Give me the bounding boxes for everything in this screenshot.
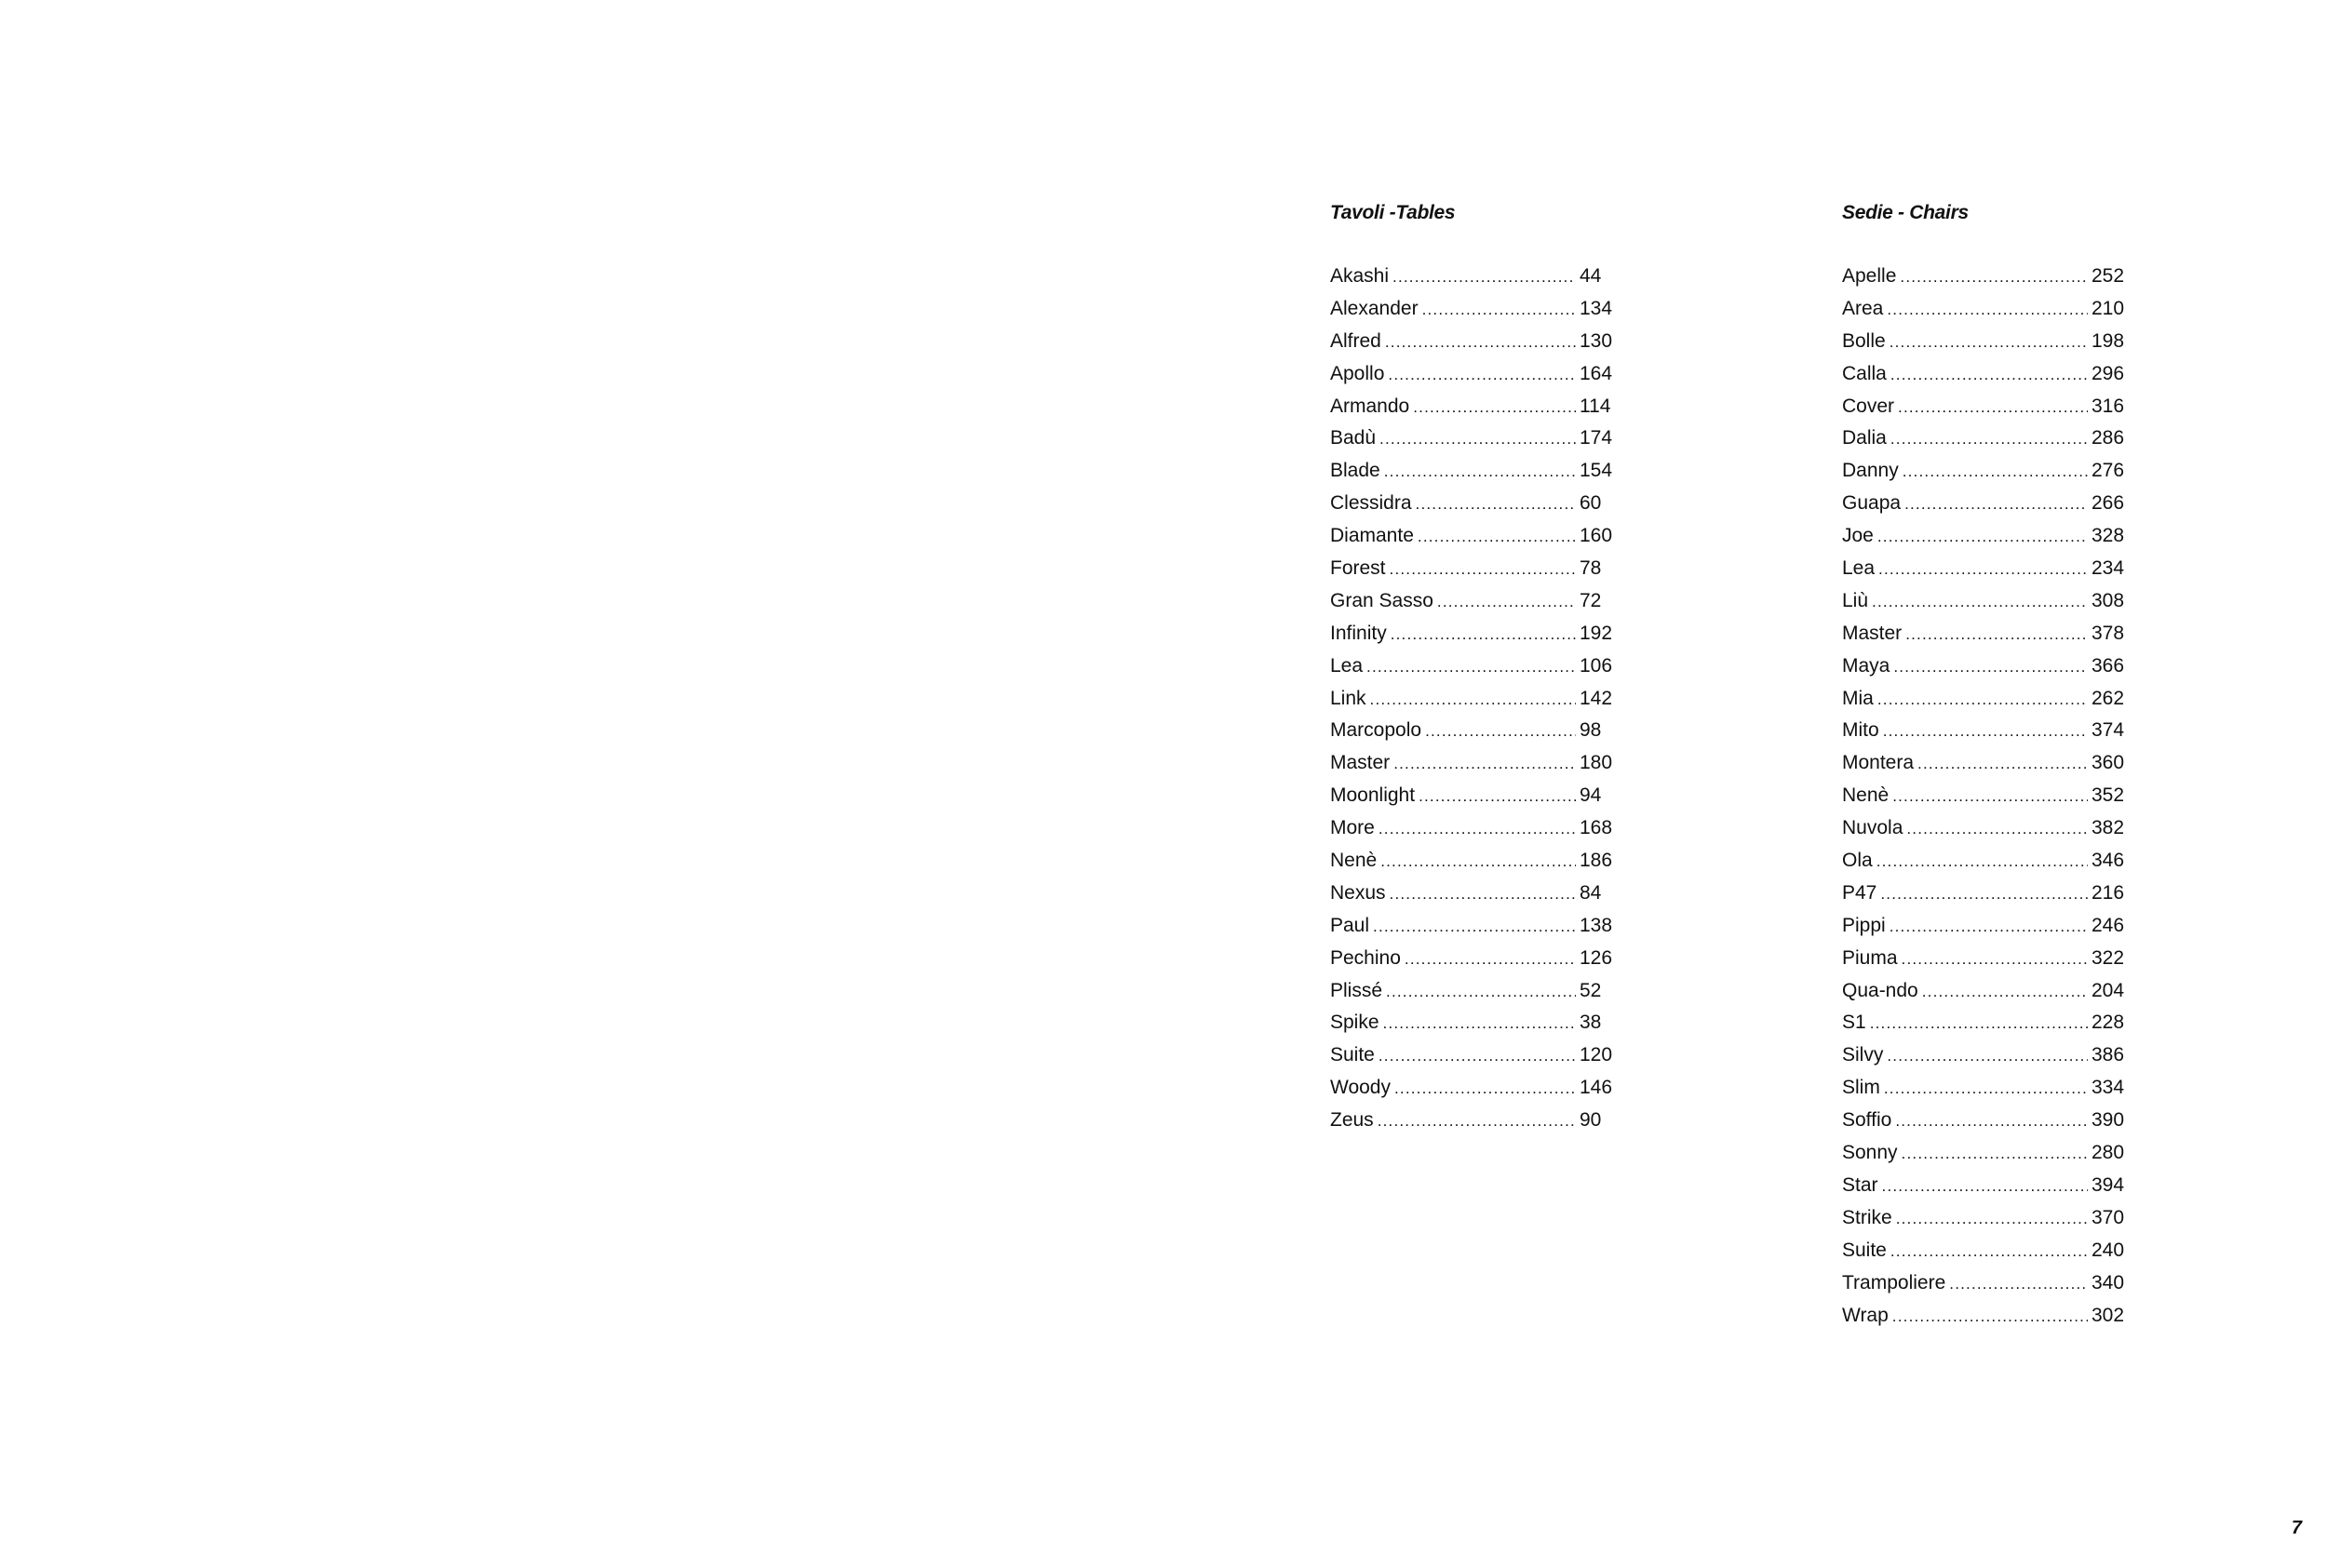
- index-entry: [1842, 455, 2131, 488]
- dot-leader: [1405, 944, 1576, 976]
- chairs-index-column: [1842, 197, 2131, 1332]
- entry-name: Maya: [1842, 654, 1890, 677]
- dot-leader: [1892, 781, 2088, 813]
- dot-leader: [1890, 423, 2088, 456]
- entry-name: Star: [1842, 1173, 1878, 1196]
- entry-name: Lea: [1842, 557, 1876, 580]
- index-entry: [1842, 326, 2131, 358]
- dot-leader: [1905, 619, 2088, 651]
- dot-leader: [1386, 976, 1576, 1009]
- index-entry: [1330, 293, 1619, 326]
- index-entry: [1842, 1267, 2131, 1300]
- index-entry: [1842, 683, 2131, 716]
- index-entry: [1330, 812, 1619, 845]
- dot-leader: [1416, 489, 1576, 521]
- index-entry: [1842, 975, 2131, 1008]
- index-entry: [1842, 1300, 2131, 1333]
- index-entry: [1330, 553, 1619, 585]
- entry-page-number: 216: [2092, 881, 2125, 904]
- entry-name: Alexander: [1330, 297, 1419, 319]
- entry-page-number: 154: [1580, 460, 1613, 482]
- entry-name: Forest: [1330, 557, 1386, 580]
- dot-leader: [1900, 261, 2088, 294]
- dot-leader: [1884, 1073, 2088, 1106]
- entry-page-number: 98: [1580, 719, 1602, 742]
- index-entry: [1842, 1202, 2131, 1235]
- index-entry: [1330, 1105, 1619, 1137]
- entry-page-number: 210: [2092, 297, 2125, 319]
- index-entry: [1842, 1137, 2131, 1170]
- index-entry: [1330, 780, 1619, 812]
- entry-page-number: 44: [1580, 265, 1602, 287]
- entry-page-number: 302: [2092, 1304, 2125, 1326]
- dot-leader: [1437, 586, 1576, 619]
- entry-name: Armando: [1330, 395, 1410, 417]
- entry-name: Apollo: [1330, 362, 1385, 384]
- entry-name: Ola: [1842, 850, 1873, 872]
- tables-list: [1330, 261, 1619, 1137]
- entry-name: Strike: [1842, 1206, 1892, 1228]
- dot-leader: [1893, 651, 2088, 684]
- entry-name: Silvy: [1842, 1044, 1884, 1066]
- index-entry: [1330, 1007, 1619, 1039]
- entry-page-number: 106: [1580, 654, 1613, 677]
- entry-page-number: 198: [2092, 329, 2125, 352]
- entry-page-number: 346: [2092, 850, 2125, 872]
- entry-page-number: 228: [2092, 1012, 2125, 1034]
- entry-page-number: 262: [2092, 687, 2125, 709]
- entry-name: Cover: [1842, 395, 1895, 417]
- dot-leader: [1906, 813, 2088, 846]
- entry-name: Plissé: [1330, 979, 1383, 1001]
- entry-page-number: 126: [1580, 946, 1613, 969]
- index-entry: [1842, 1039, 2131, 1072]
- index-entry: [1330, 683, 1619, 716]
- dot-leader: [1898, 392, 2088, 424]
- entry-page-number: 280: [2092, 1142, 2125, 1164]
- dot-leader: [1877, 521, 2088, 554]
- entry-page-number: 164: [1580, 362, 1613, 384]
- index-entry: [1842, 261, 2131, 293]
- index-entry: [1842, 715, 2131, 747]
- entry-name: Master: [1842, 622, 1903, 644]
- entry-page-number: 240: [2092, 1239, 2125, 1261]
- entry-page-number: 286: [2092, 427, 2125, 449]
- entry-name: P47: [1842, 881, 1877, 904]
- entry-name: Infinity: [1330, 622, 1387, 644]
- entry-page-number: 138: [1580, 914, 1613, 936]
- entry-name: Diamante: [1330, 525, 1414, 547]
- index-entry: [1330, 422, 1619, 455]
- dot-leader: [1390, 878, 1576, 911]
- entry-page-number: 130: [1580, 329, 1613, 352]
- entry-name: Bolle: [1842, 329, 1886, 352]
- dot-leader: [1902, 944, 2088, 976]
- entry-name: Paul: [1330, 914, 1370, 936]
- index-entry: [1842, 488, 2131, 520]
- entry-name: Trampoliere: [1842, 1271, 1946, 1293]
- index-entry: [1842, 780, 2131, 812]
- entry-page-number: 84: [1580, 881, 1602, 904]
- dot-leader: [1890, 911, 2088, 944]
- index-entry: [1842, 293, 2131, 326]
- entry-name: Piuma: [1842, 946, 1898, 969]
- dot-leader: [1877, 684, 2088, 717]
- entry-page-number: 142: [1580, 687, 1613, 709]
- dot-leader: [1379, 813, 1576, 846]
- dot-leader: [1949, 1268, 2088, 1301]
- entry-page-number: 374: [2092, 719, 2125, 742]
- dot-leader: [1883, 716, 2088, 748]
- index-entry: [1842, 1105, 2131, 1137]
- index-entry: [1842, 1007, 2131, 1039]
- entry-name: Liù: [1842, 589, 1869, 611]
- entry-name: Alfred: [1330, 329, 1381, 352]
- index-entry: [1842, 910, 2131, 943]
- dot-leader: [1390, 554, 1576, 586]
- entry-name: Sonny: [1842, 1142, 1898, 1164]
- entry-name: Mia: [1842, 687, 1874, 709]
- dot-leader: [1393, 748, 1576, 781]
- entry-name: Nuvola: [1842, 817, 1903, 839]
- entry-page-number: 38: [1580, 1012, 1602, 1034]
- entry-page-number: 160: [1580, 525, 1613, 547]
- entry-name: Moonlight: [1330, 784, 1416, 807]
- dot-leader: [1904, 489, 2088, 521]
- index-entry: [1330, 845, 1619, 878]
- dot-leader: [1413, 392, 1576, 424]
- dot-leader: [1425, 716, 1576, 748]
- index-entry: [1330, 618, 1619, 650]
- entry-page-number: 340: [2092, 1271, 2125, 1293]
- index-entry: [1330, 1039, 1619, 1072]
- dot-leader: [1895, 1106, 2088, 1138]
- entry-page-number: 134: [1580, 297, 1613, 319]
- entry-page-number: 78: [1580, 557, 1602, 580]
- entry-page-number: 276: [2092, 460, 2125, 482]
- dot-leader: [1366, 651, 1576, 684]
- entry-name: Montera: [1842, 752, 1915, 774]
- index-entry: [1330, 488, 1619, 520]
- index-entry: [1330, 747, 1619, 780]
- entry-name: Suite: [1842, 1239, 1887, 1261]
- index-entry: [1842, 585, 2131, 618]
- index-entry: [1330, 650, 1619, 683]
- dot-leader: [1370, 684, 1576, 717]
- dot-leader: [1876, 846, 2088, 878]
- dot-leader: [1418, 521, 1576, 554]
- entry-name: Clessidra: [1330, 492, 1412, 515]
- entry-name: Suite: [1330, 1044, 1375, 1066]
- entry-page-number: 386: [2092, 1044, 2125, 1066]
- index-entry: [1842, 943, 2131, 975]
- index-entry: [1842, 422, 2131, 455]
- dot-leader: [1380, 846, 1576, 878]
- entry-name: Nenè: [1330, 850, 1378, 872]
- index-entry: [1842, 520, 2131, 553]
- entry-name: Area: [1842, 297, 1884, 319]
- entry-page-number: 252: [2092, 265, 2125, 287]
- entry-name: Nexus: [1330, 881, 1386, 904]
- dot-leader: [1378, 1106, 1576, 1138]
- entry-page-number: 52: [1580, 979, 1602, 1001]
- dot-leader: [1419, 781, 1576, 813]
- entry-name: S1: [1842, 1012, 1866, 1034]
- dot-leader: [1392, 261, 1576, 294]
- entry-page-number: 266: [2092, 492, 2125, 515]
- entry-page-number: 94: [1580, 784, 1602, 807]
- entry-page-number: 378: [2092, 622, 2125, 644]
- entry-page-number: 246: [2092, 914, 2125, 936]
- entry-name: Zeus: [1330, 1109, 1374, 1132]
- entry-page-number: 114: [1580, 395, 1611, 417]
- entry-page-number: 366: [2092, 654, 2125, 677]
- entry-name: Woody: [1330, 1077, 1391, 1099]
- index-entry: [1330, 585, 1619, 618]
- entry-page-number: 168: [1580, 817, 1613, 839]
- entry-name: Gran Sasso: [1330, 589, 1433, 611]
- entry-name: Link: [1330, 687, 1366, 709]
- entry-name: Mito: [1842, 719, 1879, 742]
- dot-leader: [1880, 878, 2088, 911]
- dot-leader: [1388, 359, 1576, 392]
- page-number: 7: [2291, 1518, 2302, 1538]
- entry-page-number: 352: [2092, 784, 2125, 807]
- index-entry: [1842, 812, 2131, 845]
- dot-leader: [1379, 423, 1576, 456]
- entry-page-number: 186: [1580, 850, 1613, 872]
- entry-page-number: 204: [2092, 979, 2125, 1001]
- index-entry: [1330, 326, 1619, 358]
- dot-leader: [1379, 1040, 1576, 1073]
- index-entry: [1842, 878, 2131, 910]
- index-entry: [1842, 650, 2131, 683]
- entry-page-number: 120: [1580, 1044, 1613, 1066]
- entry-name: Pippi: [1842, 914, 1886, 936]
- entry-name: Nenè: [1842, 784, 1890, 807]
- entry-page-number: 90: [1580, 1109, 1602, 1132]
- entry-name: Danny: [1842, 460, 1899, 482]
- tables-index-column: [1330, 197, 1619, 1137]
- index-entry: [1842, 618, 2131, 650]
- index-entry: [1842, 358, 2131, 391]
- tables-heading: Tavoli -Tables: [1330, 202, 1456, 223]
- entry-page-number: 180: [1580, 752, 1613, 774]
- index-entry: [1842, 1235, 2131, 1267]
- index-entry: [1330, 261, 1619, 293]
- entry-name: Marcopolo: [1330, 719, 1422, 742]
- entry-name: Joe: [1842, 525, 1874, 547]
- index-entry: [1842, 553, 2131, 585]
- entry-page-number: 394: [2092, 1173, 2125, 1196]
- index-entry: [1330, 878, 1619, 910]
- dot-leader: [1878, 554, 2088, 586]
- entry-page-number: 370: [2092, 1206, 2125, 1228]
- entry-name: More: [1330, 817, 1375, 839]
- entry-name: Qua-ndo: [1842, 979, 1918, 1001]
- dot-leader: [1385, 327, 1576, 359]
- entry-name: Pechino: [1330, 946, 1401, 969]
- dot-leader: [1394, 1073, 1576, 1106]
- dot-leader: [1890, 1236, 2088, 1268]
- entry-name: Calla: [1842, 362, 1887, 384]
- index-entry: [1330, 975, 1619, 1008]
- dot-leader: [1890, 359, 2088, 392]
- dot-leader: [1887, 294, 2088, 327]
- entry-name: Spike: [1330, 1012, 1379, 1034]
- index-entry: [1330, 1072, 1619, 1105]
- index-entry: [1330, 943, 1619, 975]
- dot-leader: [1902, 1138, 2088, 1171]
- index-entry: [1842, 1170, 2131, 1202]
- entry-name: Master: [1330, 752, 1391, 774]
- entry-page-number: 390: [2092, 1109, 2125, 1132]
- dot-leader: [1890, 327, 2088, 359]
- index-entry: [1330, 358, 1619, 391]
- index-entry: [1330, 391, 1619, 423]
- entry-name: Akashi: [1330, 265, 1390, 287]
- dot-leader: [1373, 911, 1576, 944]
- entry-page-number: 328: [2092, 525, 2125, 547]
- index-entry: [1842, 1072, 2131, 1105]
- entry-name: Slim: [1842, 1077, 1880, 1099]
- entry-name: Blade: [1330, 460, 1380, 482]
- entry-page-number: 308: [2092, 589, 2125, 611]
- entry-page-number: 360: [2092, 752, 2125, 774]
- entry-page-number: 322: [2092, 946, 2125, 969]
- entry-page-number: 192: [1580, 622, 1613, 644]
- entry-page-number: 334: [2092, 1077, 2125, 1099]
- dot-leader: [1422, 294, 1576, 327]
- entry-name: Apelle: [1842, 265, 1897, 287]
- entry-name: Dalia: [1842, 427, 1887, 449]
- entry-name: Wrap: [1842, 1304, 1889, 1326]
- dot-leader: [1896, 1203, 2088, 1236]
- entry-name: Soffio: [1842, 1109, 1892, 1132]
- dot-leader: [1391, 619, 1576, 651]
- dot-leader: [1903, 456, 2088, 489]
- entry-page-number: 382: [2092, 817, 2125, 839]
- entry-page-number: 234: [2092, 557, 2125, 580]
- dot-leader: [1384, 456, 1576, 489]
- entry-page-number: 174: [1580, 427, 1613, 449]
- dot-leader: [1922, 976, 2088, 1009]
- index-entry: [1330, 715, 1619, 747]
- dot-leader: [1892, 1301, 2088, 1333]
- dot-leader: [1882, 1171, 2088, 1203]
- entry-page-number: 60: [1580, 492, 1602, 515]
- dot-leader: [1887, 1040, 2088, 1073]
- chairs-list: [1842, 261, 2131, 1332]
- dot-leader: [1383, 1008, 1576, 1040]
- entry-page-number: 72: [1580, 589, 1602, 611]
- chairs-heading: Sedie - Chairs: [1842, 202, 1969, 223]
- index-entry: [1842, 845, 2131, 878]
- dot-leader: [1872, 586, 2088, 619]
- dot-leader: [1917, 748, 2088, 781]
- index-entry: [1842, 747, 2131, 780]
- entry-page-number: 296: [2092, 362, 2125, 384]
- entry-name: Guapa: [1842, 492, 1902, 515]
- index-entry: [1330, 910, 1619, 943]
- index-entry: [1842, 391, 2131, 423]
- entry-name: Lea: [1330, 654, 1364, 677]
- index-entry: [1330, 455, 1619, 488]
- entry-name: Badù: [1330, 427, 1377, 449]
- entry-page-number: 316: [2092, 395, 2125, 417]
- index-entry: [1330, 520, 1619, 553]
- entry-page-number: 146: [1580, 1077, 1613, 1099]
- dot-leader: [1870, 1008, 2088, 1040]
